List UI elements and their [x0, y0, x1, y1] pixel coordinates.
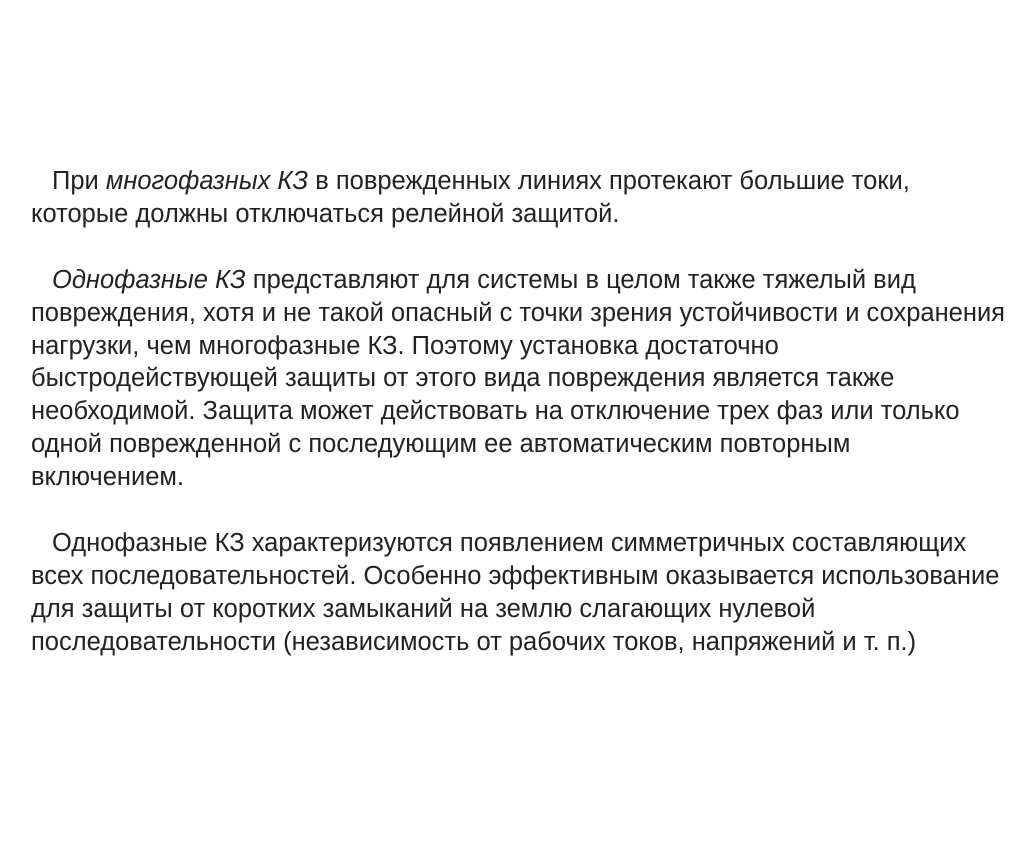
paragraph-rest: представляют для системы в целом также тяжелый вид повреждения, хотя и не такой опасный с точки зрения устойчивости и сохранения нагрузки, чем многофазные КЗ. Поэтому установка достаточно быстродействующей защиты от этого вида повреждения является также необходимой. Защита может действовать на отключение трех фаз или только одной поврежденной с последующим ее автоматическим повторным включением. — [31, 265, 1005, 492]
emphasis-multiphase-faults: многофазных КЗ — [105, 167, 309, 195]
paragraph-rest: в поврежденных линиях протекают большие токи, которые должны отключаться релейной защитой. — [31, 167, 910, 228]
paragraph-multiphase-faults — [31, 165, 1006, 231]
emphasis-single-phase-faults: Однофазные КЗ — [52, 265, 246, 294]
text-body — [31, 165, 1006, 659]
paragraph-lead: При — [52, 167, 106, 195]
paragraph-symmetric-components — [31, 527, 1006, 659]
paragraph-single-phase-faults — [31, 264, 1006, 494]
paragraph-lead: Однофазные КЗ характеризуются появлением симметричных составляющих всех последовательностей. Особенно эффективным оказывается использование для защиты от коротких замыканий на землю слагающих нулевой последовательности (независимость от рабочих токов, напряжений и т. п.) — [31, 528, 1000, 656]
